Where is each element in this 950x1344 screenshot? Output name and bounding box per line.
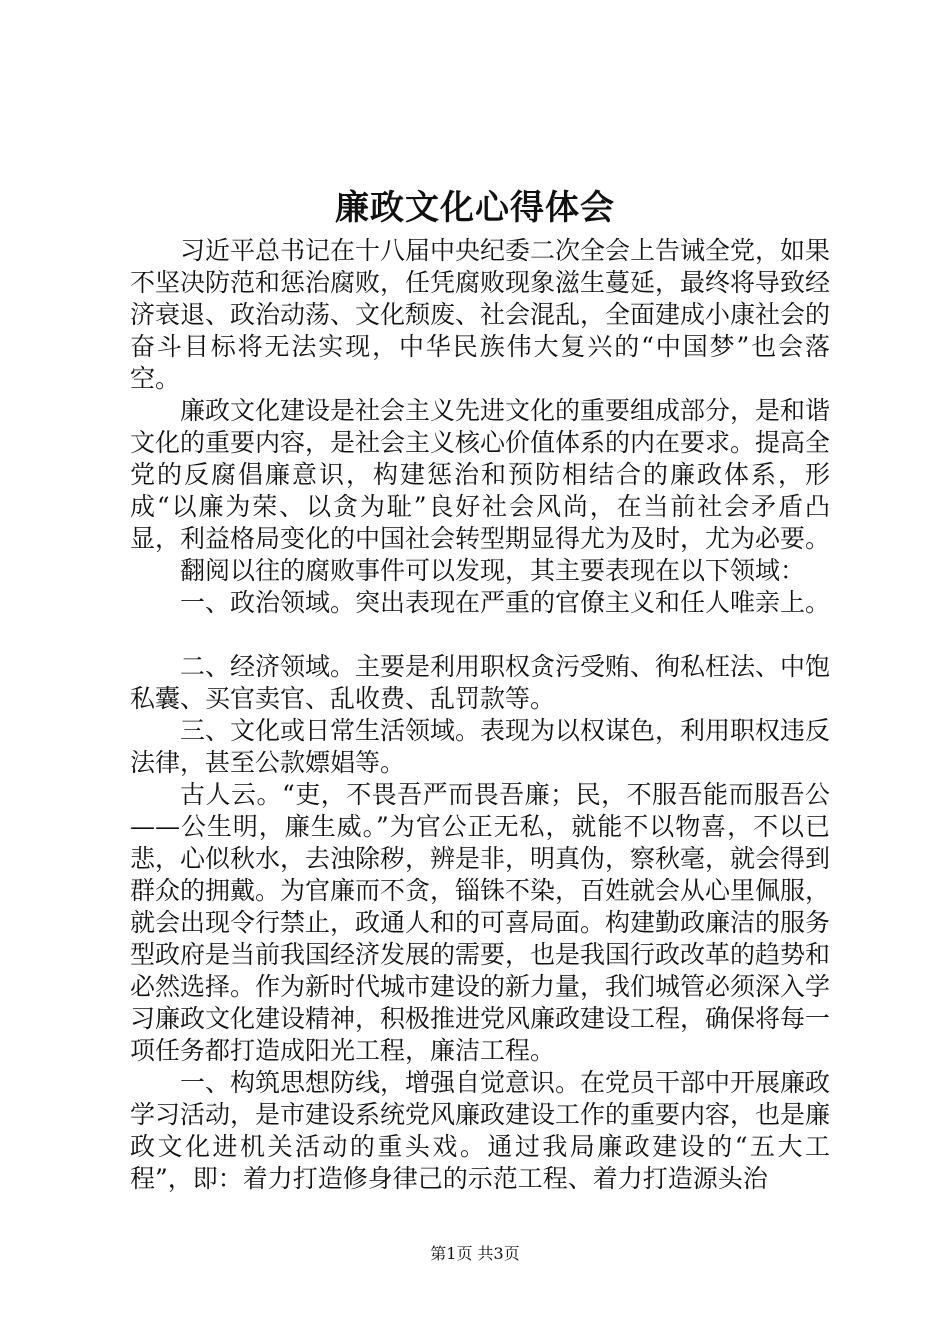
- document-title: 廉政文化心得体会: [335, 188, 615, 228]
- paragraph: 古人云。“吏，不畏吾严而畏吾廉；民，不服吾能而服吾公——公生明，廉生威。”为官公正无私，就能不以物喜，不以已悲，心似秋水，去浊除秽，辨是非，明真伪，察秋毫，就会得到群众的拥戴。为官廉而不贪，锱铢不染，百姓就会从心里佩服，就会出现令行禁止，政通人和的可喜局面。构建勤政廉洁的服务型政府是当前我国经济发展的需要，也是我国行政改革的趋势和必然选择。作为新时代城市建设的新力量，我们城管必须深入学习廉政文化建设精神，积极推进党风廉政建设工程，确保将每一项任务都打造成阳光工程，廉洁工程。: [130, 780, 831, 1065]
- paragraph: 廉政文化建设是社会主义先进文化的重要组成部分，是和谐文化的重要内容，是社会主义核心价值体系的内在要求。提高全党的反腐倡廉意识，构建惩治和预防相结合的廉政体系，形成“以廉为荣、以贪为耻”良好社会风尚，在当前社会矛盾凸显，利益格局变化的中国社会转型期显得尤为及时，尤为必要。: [130, 396, 831, 553]
- paragraph: 一、政治领域。突出表现在严重的官僚主义和任人唯亲上。: [180, 588, 831, 617]
- paragraph: 三、文化或日常生活领域。表现为以权谋色，利用职权违反法律，甚至公款嫖娼等。: [130, 716, 831, 777]
- paragraph: 二、经济领域。主要是利用职权贪污受贿、徇私枉法、中饱私囊、买官卖官、乱收费、乱罚款等。: [130, 652, 831, 713]
- paragraph: 习近平总书记在十八届中央纪委二次全会上告诫全党，如果不坚决防范和惩治腐败，任凭腐败现象滋生蔓延，最终将导致经济衰退、政治动荡、文化颓废、社会混乱，全面建成小康社会的奋斗目标将无法实现，中华民族伟大复兴的“中国梦”也会落空。: [130, 236, 831, 393]
- document-body: [130, 235, 830, 1195]
- blank-line: [130, 619, 830, 651]
- paragraph: 翻阅以往的腐败事件可以发现，其主要表现在以下领域：: [180, 556, 806, 585]
- page-footer: 第1页 共3页: [430, 1244, 520, 1263]
- paragraph: 一、构筑思想防线，增强自觉意识。在党员干部中开展廉政学习活动，是市建设系统党风廉政建设工作的重要内容，也是廉政文化进机关活动的重头戏。通过我局廉政建设的“五大工程”，即：着力打造修身律己的示范工程、着力打造源头治: [130, 1068, 831, 1193]
